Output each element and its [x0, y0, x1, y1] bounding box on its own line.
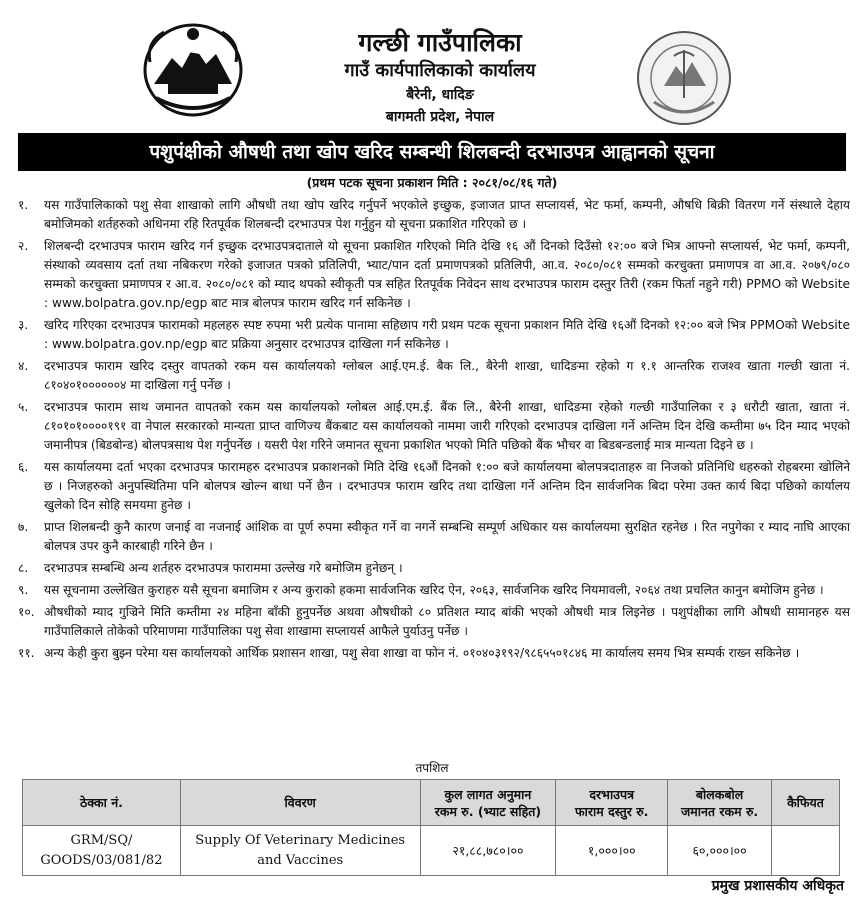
clause-number: ८. [18, 561, 29, 575]
cell-estimated-cost: २१,८८,७८०।०० [420, 826, 556, 876]
col-header-description: विवरण [180, 780, 420, 826]
clause-text: दरभाउपत्र सम्बन्धि अन्य शर्तहरु दरभाउपत्र फाराममा उल्लेख गरे बमोजिम हुनेछन् । [44, 561, 403, 575]
cell-line: and Vaccines [257, 852, 344, 868]
nepal-emblem-icon [142, 22, 244, 118]
clause-text: औषधीको म्याद गुज्रिने मिति कम्तीमा २४ महिना बाँकी हुनुपर्नेछ अथवा औषधीको ८० प्रतिशत म्याद बांकी भएको औषधी मात्र लिइनेछ । पशुपंक्षीका लागि औषधी सामानहरु यस गाउँपालिकाले तोकेको परिमाणमा गाउँपालिका पशु सेवा शाखामा सप्लायर्स आफैले पुर्याउनु पर्नेछ । [44, 605, 850, 638]
cell-contract-no [23, 826, 181, 876]
clause-text: यस कार्यालयमा दर्ता भएका दरभाउपत्र फारामहरु दरभाउपत्र प्रकाशनको मिति देखि १६औं दिनको १:०० बजे कार्यालयमा बोलपत्रदाताहरु वा निजको प्रतिनिधि धहरुको रोहबरमा खोलिने छ । निजहरुको अनुपस्थितिमा पनि बोलपत्र खोल्न बाधा पर्ने छैन । दरभाउपत्र फाराम खरिद तथा दाखिला गर्ने अन्तिम दिन सार्वजनिक बिदा परेमा उक्त कार्य बिदा पछिको कार्यालय खुलेको दिन सोहि समयमा हुनेछ । [44, 460, 850, 512]
province-name: बागमती प्रदेश, नेपाल [385, 109, 495, 125]
clause-number: ७. [18, 520, 29, 534]
col-header-form-fee [556, 780, 668, 826]
clause-item [18, 196, 850, 234]
table-row [23, 826, 840, 876]
clause-list [18, 196, 850, 666]
clause-text: दरभाउपत्र फाराम साथ जमानत वापतको रकम यस कार्यालयको ग्लोबल आई.एम.ई. बैंक लि., बैरेनी शाखा, धादिङमा रहेको गल्छी गाउँपालिका र ३ धरौटी खाता, खाता नं. ८१०१०१००००१९१ वा नेपाल सरकारको मान्यता प्राप्त वाणिज्य बैंकबाट यस कार्यालयको नाममा जारी गरिएको दरभाउपत्र दाखिला गर्ने अन्तिम दिन देखि कम्तीमा ७५ दिन म्याद भएको जमानीपत्र (बिडबोन्ड) बोलपत्रसाथ पेश गर्नुपर्नेछ । यसरी पेश गरिने जमानत सूचना प्रकाशित भएको मिति पछिको बैंक भौचर वा बिडबन्डलाई मात्र मान्यता दिइने छ । [44, 400, 850, 452]
col-header-remarks: कैफियत [772, 780, 840, 826]
table-header-row [23, 780, 840, 826]
clause-number: ६. [18, 460, 29, 474]
clause-item [18, 316, 850, 354]
clause-item [18, 237, 850, 313]
cell-bid-security: ६०,०००।०० [668, 826, 772, 876]
municipality-name: गल्छी गाउँपालिका [358, 28, 522, 57]
office-name: गाउँ कार्यपालिकाको कार्यालय [344, 60, 536, 81]
clause-number: २. [18, 239, 29, 253]
clause-item [18, 357, 850, 395]
col-header-bid-security [668, 780, 772, 826]
signatory-title: प्रमुख प्रशासकीय अधिकृत [711, 878, 844, 894]
table-caption: तपशिल [415, 761, 449, 775]
cell-line: GRM/SQ/ [70, 832, 133, 848]
clause-number: ३. [18, 318, 29, 332]
clause-number: १०. [18, 605, 35, 619]
clause-item [18, 518, 850, 556]
header-line: बोलकबोल [695, 786, 744, 802]
clause-text: यस सूचनामा उल्लेखित कुराहरु यसै सूचना बमाजिम र अन्य कुराको हकमा सार्वजनिक खरिद ऐन, २०६३, सार्वजनिक खरिद नियमावली, २०६४ तथा प्रचलित कानुन बमोजिम हुनेछ । [44, 583, 824, 597]
clause-item [18, 398, 850, 455]
clause-text: दरभाउपत्र फाराम खरिद दस्तुर वापतको रकम यस कार्यालयको ग्लोबल आई.एम.ई. बैक लि., बैरेनी शाखा, धादिङमा रहेको ग १.१ आन्तरिक राजश्व खाता गल्छी खाता नं. ८१०४०१००००००४ मा दाखिला गर्नु पर्नेछ । [44, 359, 850, 392]
clause-number: ९. [18, 583, 29, 597]
clause-number: १. [18, 198, 29, 212]
office-address: बैरेनी, धादिङ [406, 87, 474, 103]
cell-line: Supply Of Veterinary Medicines [195, 832, 406, 848]
header-line: कुल लागत अनुमान [444, 786, 532, 802]
clause-number: ५. [18, 400, 29, 414]
header-line: जमानत रकम रु. [681, 803, 759, 819]
col-header-estimated-cost [420, 780, 556, 826]
bid-details-table [22, 779, 840, 876]
clause-item [18, 644, 850, 663]
clause-number: ११. [18, 646, 35, 660]
notice-header [0, 0, 864, 135]
cell-line: GOODS/03/081/82 [40, 852, 163, 868]
clause-text: प्राप्त शिलबन्दी कुनै कारण जनाई वा नजनाई आंशिक वा पूर्ण रुपमा स्वीकृत गर्ने वा नगर्ने सम्बन्धि सम्पूर्ण अधिकार यस कार्यालयमा सुरक्षित रहनेछ । रित नपुगेका र म्याद नाघि आएका बोलपत्र उपर कुनै कारबाही गरिने छैन । [44, 520, 850, 553]
cell-description [180, 826, 420, 876]
header-line: दरभाउपत्र [589, 786, 635, 802]
header-line: रकम रु. (भ्याट सहित) [434, 803, 542, 819]
header-line: फाराम दस्तुर रु. [575, 803, 649, 819]
notice-title: पशुपंक्षीको औषधी तथा खोप खरिद सम्बन्धी शिलबन्दी दरभाउपत्र आह्वानको सूचना [18, 133, 846, 171]
clause-item [18, 458, 850, 515]
clause-item [18, 603, 850, 641]
clause-text: शिलबन्दी दरभाउपत्र फाराम खरिद गर्न इच्छुक दरभाउपत्रदाताले यो सूचना प्रकाशित गरिएको मिति देखि १६ औं दिनको दिउँसो १२:०० बजे भित्र आफ्नो सप्लायर्स, भेट फर्मा, कम्पनी, संस्थाको व्यवसाय दर्ता तथा नबिकरण गरेको इजाजत पत्रको प्रतिलिपी, भ्याट/पान दर्ता प्रमाणपत्रको प्रतिलिपी, आ.व. २०८०/०८१ सम्मको करचुक्ता प्रमाणपत्र वा आ.व. २०७९/०८० सम्मको करचुक्ता प्रमाणपत्र र आ.व. २०८०/०८१ को म्याद थपको स्वीकृती पत्र सहित रितपूर्वक निवेदन साथ दरभाउपत्र फाराम दस्तुर तिरी (रकम फिर्ता नहुने गरी) PPMO को Website : www.bolpatra.gov.np/egp बाट मात्र बोलपत्र फाराम खरिद गर्न सकिनेछ । [44, 239, 850, 310]
cell-remarks [772, 826, 840, 876]
clause-text: खरिद गरिएका दरभाउपत्र फारामको महलहरु स्पष्ट रुपमा भरी प्रत्येक पानामा सहिछाप गरी प्रथम पटक सूचना प्रकाशन मिति देखि १६औं दिनको १२:०० बजे भित्र PPMOको Website : www.bolpatra.gov.np/egp बाट प्रक्रिया अनुसार दरभाउपत्र दाखिला गर्न सकिनेछ । [44, 318, 850, 351]
clause-item [18, 559, 850, 578]
clause-number: ४. [18, 359, 29, 373]
clause-text: यस गाउँपालिकाको पशु सेवा शाखाको लागि औषधी तथा खोप खरिद गर्नुपर्ने भएकोले इच्छुक, इजाजत प्राप्त सप्लायर्स, भेट फर्मा, कम्पनी, औषधि बिक्री वितरण गर्ने संस्थाले देहाय बमोजिमको शर्तहरुको अधिनमा रहि रितपूर्वक शिलबन्दी दरभाउपत्र पेश गर्नुहुन यो सूचना प्रकाशित गरिएको छ । [44, 198, 850, 231]
clause-text: अन्य केही कुरा बुझ्न परेमा यस कार्यालयको आर्थिक प्रशासन शाखा, पशु सेवा शाखा वा फोन नं. ०१०४०३१९२/९८६५५०१८४६ मा कार्यालय समय भित्र सम्पर्क राख्न सकिनेछ । [44, 646, 800, 660]
clause-item [18, 581, 850, 600]
cell-form-fee: १,०००।०० [556, 826, 668, 876]
municipality-logo-icon [634, 28, 734, 128]
publication-date: (प्रथम पटक सूचना प्रकाशन मिति : २०८१/०८/१६ गते) [306, 175, 558, 190]
col-header-contract-no: ठेक्का नं. [23, 780, 181, 826]
